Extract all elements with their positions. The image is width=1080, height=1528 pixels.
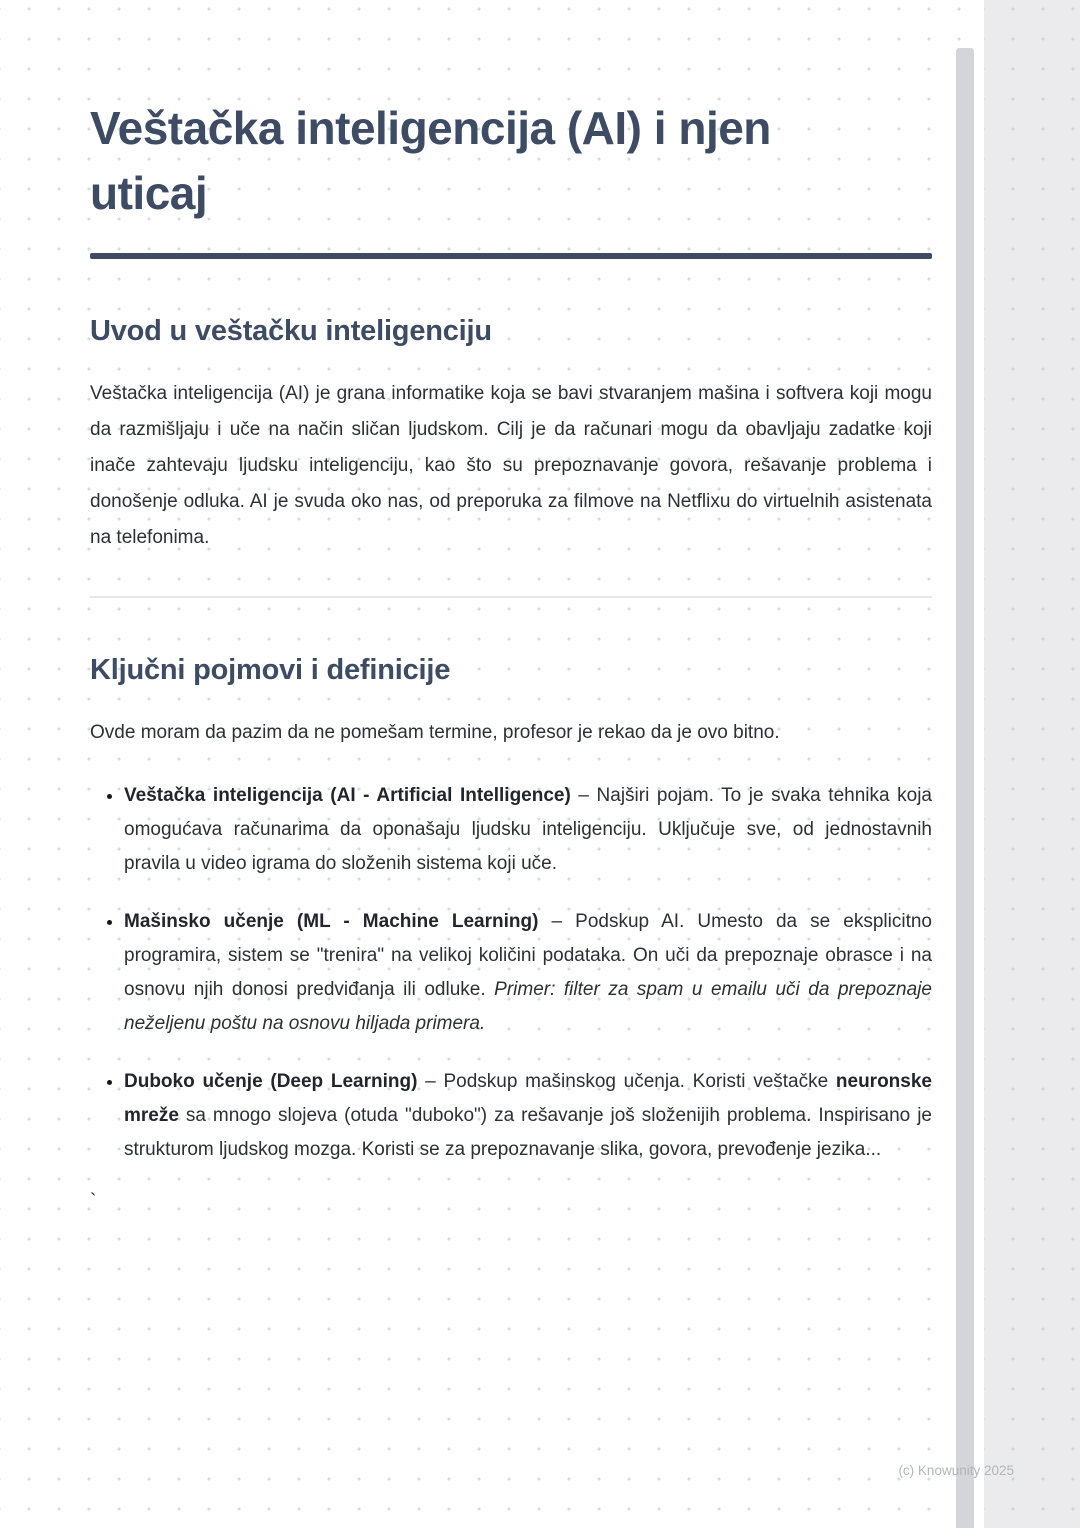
term-example-ml: Primer: filter za spam u emailu uči da prepoznaje neželjenu poštu na osnovu hiljada primera. <box>124 978 932 1034</box>
term-tail-dl: sa mnogo slojeva (otuda "duboko") za rešavanje još složenijih problema. Inspirisano je strukturom ljudskog mozga. Koristi se za prepoznavanje slika, govora, prevođenje jezika... <box>124 1104 932 1160</box>
stray-backtick-mark: ` <box>90 1190 97 1212</box>
intro-paragraph: Veštačka inteligencija (AI) je grana informatike koja se bavi stvaranjem mašina i softvera koji mogu da razmišljaju i uče na način sličan ljudskom. Cilj je da računari mogu da obavljaju zadatke koji inače zahtevaju ljudsku inteligenciju, kao što su prepoznavanje govora, rešavanje problema i donošenje odluka. AI je svuda oko nas, od preporuka za filmove na Netflixu do virtuelnih asistenata na telefonima. <box>90 382 932 548</box>
section-divider <box>90 596 932 598</box>
term-bold-dl: Duboko učenje (Deep Learning) <box>124 1070 418 1092</box>
term-bold-ai: Veštačka inteligencija (AI - Artificial Intelligence) <box>124 784 571 806</box>
title-underline-rule <box>90 253 932 259</box>
term-text-ai: – Najširi pojam. To je svaka tehnika koja omogućava računarima da oponašaju ljudsku inteligenciju. Uključuje sve, od jednostavnih pravila u video igrama do složenih sistema koji uče. <box>124 784 932 874</box>
page-title: Veštačka inteligencija (AI) i njen uticaj <box>90 102 771 220</box>
footer-credit: (c) Knowunity 2025 <box>898 1463 1014 1478</box>
section-heading-key-terms: Ključni pojmovi i definicije <box>90 653 451 686</box>
definitions-list <box>90 779 932 1167</box>
document-content <box>90 0 932 1213</box>
term-text-dl: – Podskup mašinskog učenja. Koristi veštačke <box>417 1070 836 1092</box>
vertical-scrollbar[interactable] <box>956 48 974 1528</box>
section-heading-intro: Uvod u veštačku inteligenciju <box>90 314 492 347</box>
term-bold-ml: Mašinsko učenje (ML - Machine Learning) <box>124 910 539 932</box>
list-item-ml <box>124 905 932 1041</box>
right-gutter <box>984 0 1080 1528</box>
key-terms-paragraph: Ovde moram da pazim da ne pomešam termine, profesor je rekao da je ovo bitno. <box>90 721 780 743</box>
term-bold-neural-networks: neuronske mreže <box>124 1070 932 1126</box>
list-item-dl <box>124 1065 932 1167</box>
list-item-ai <box>124 779 932 881</box>
term-text-ml: – Podskup AI. Umesto da se eksplicitno programira, sistem se "trenira" na velikoj količini podataka. On uči da prepoznaje obrasce i na osnovu njih donosi predviđanja ili odluke. <box>124 910 932 1000</box>
